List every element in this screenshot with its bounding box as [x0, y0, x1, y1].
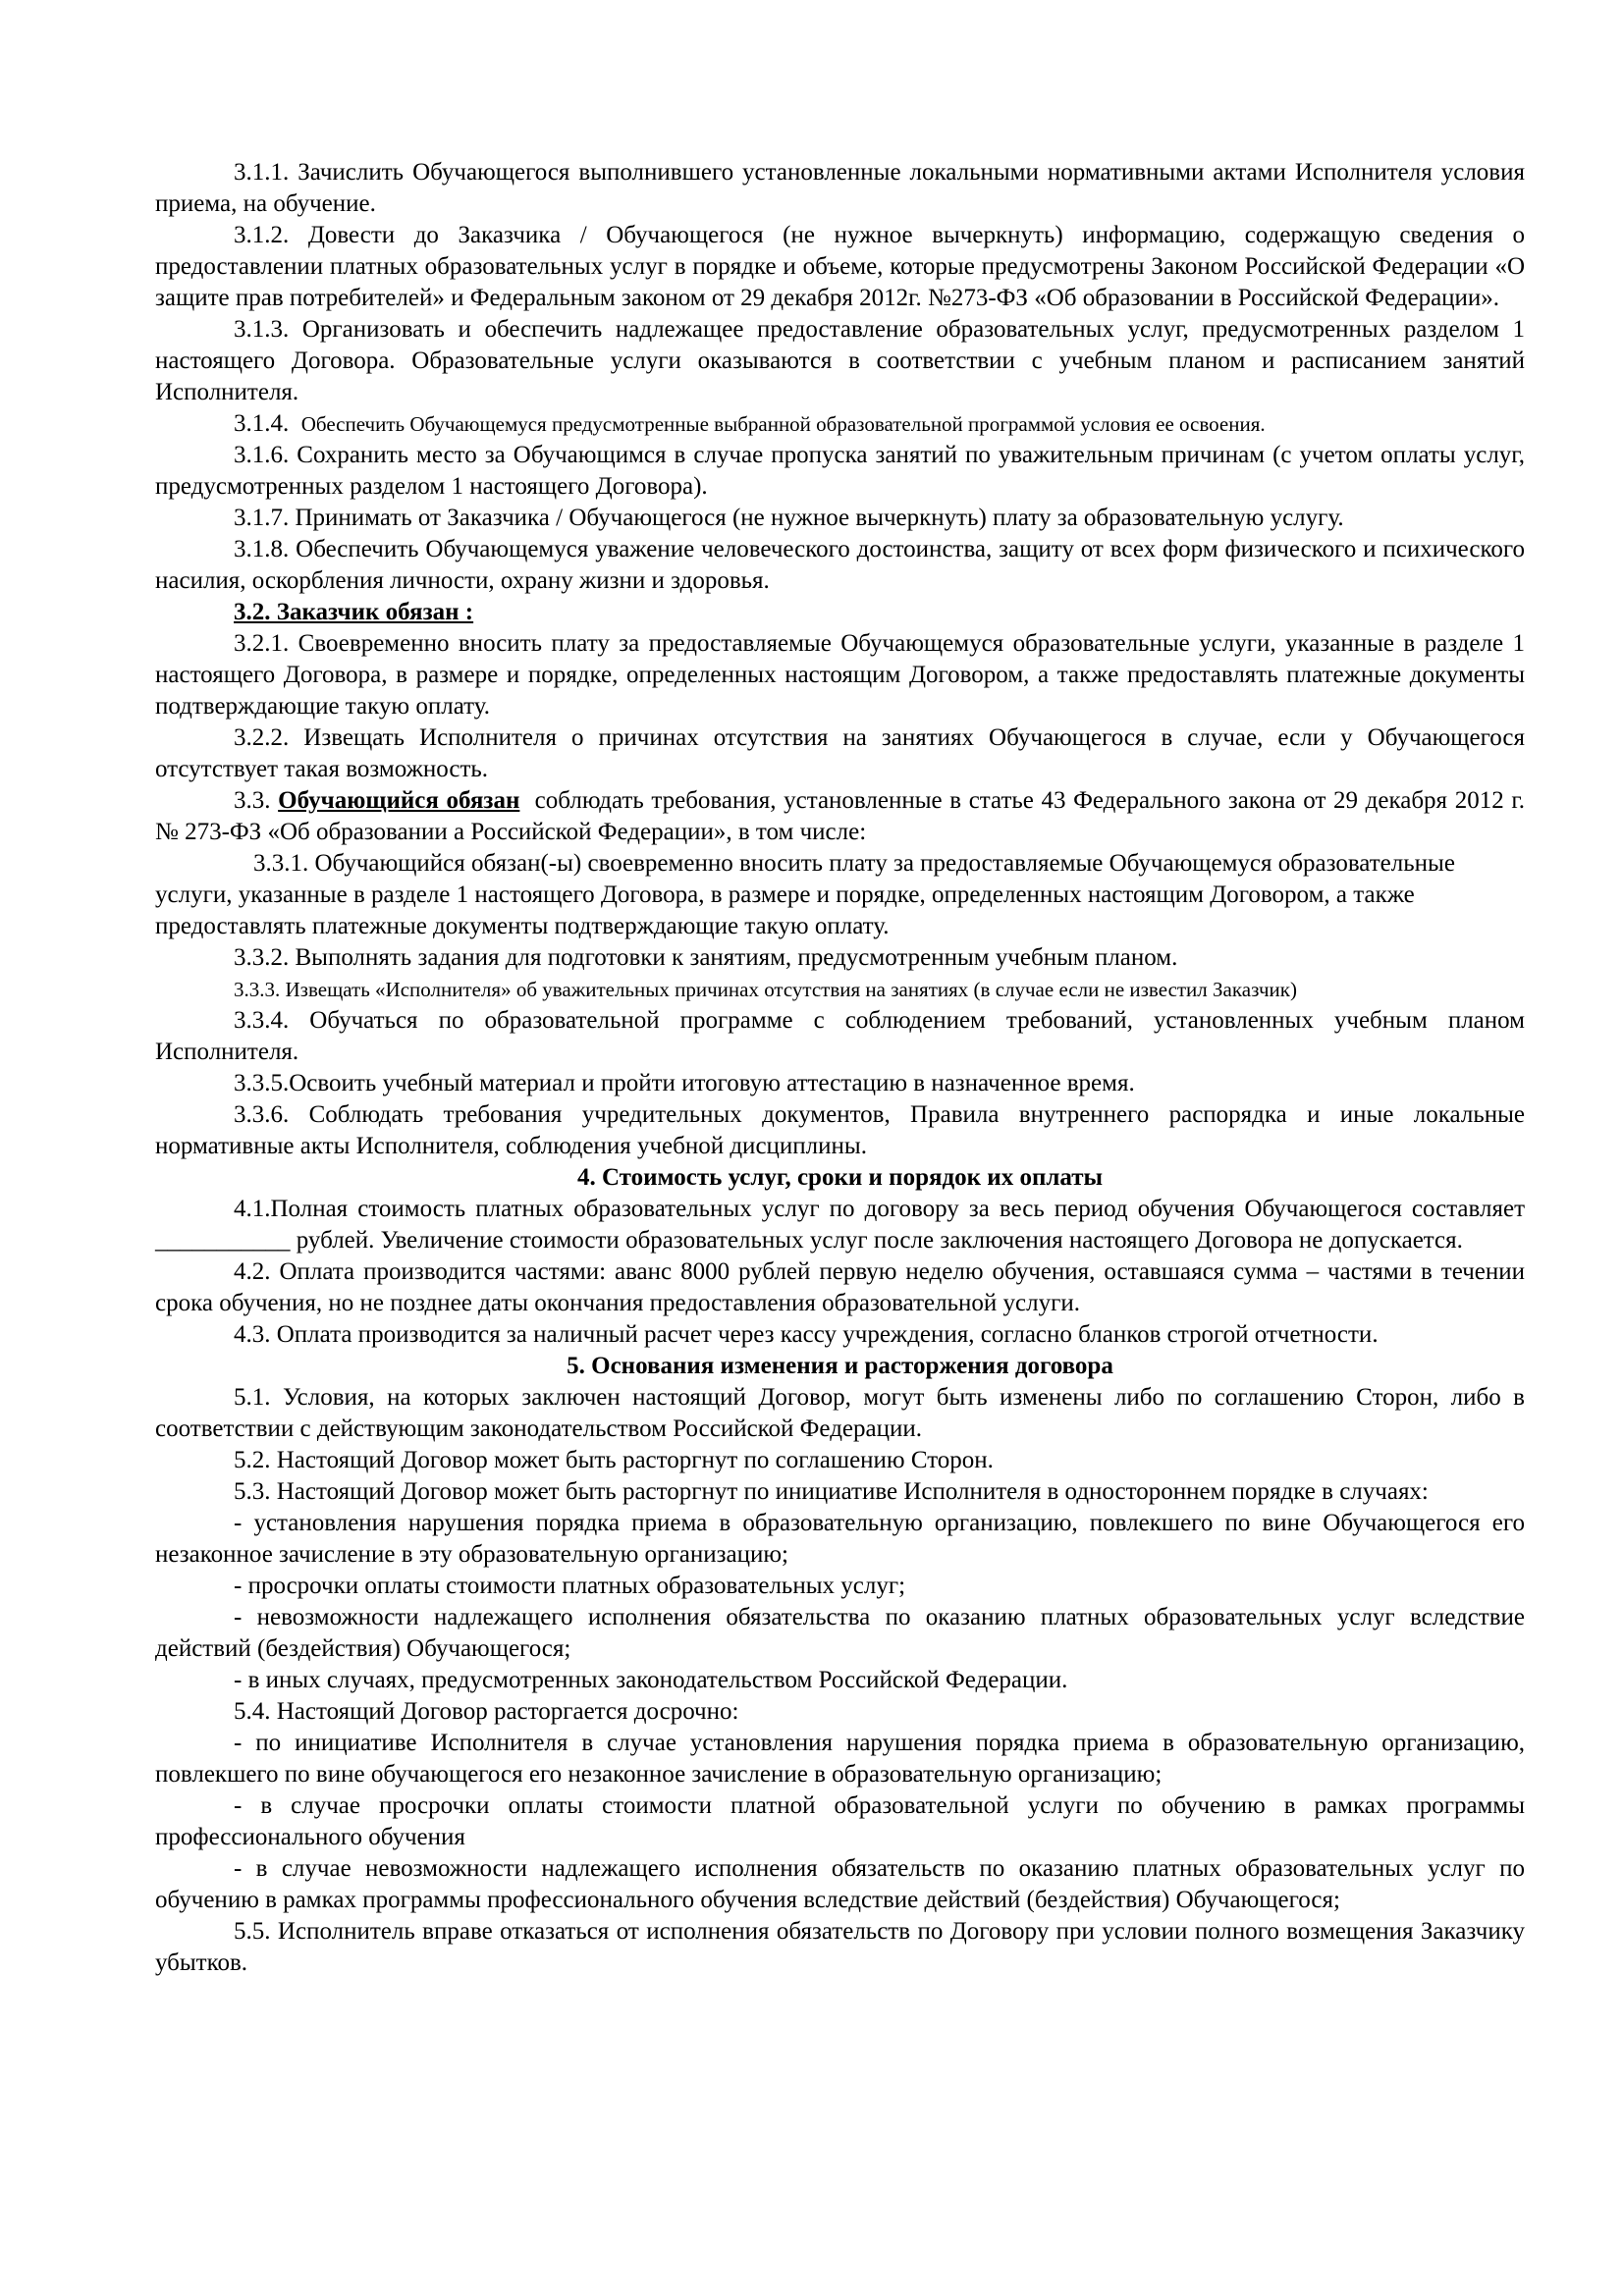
heading-3-2-customer-obliged: 3.2. Заказчик обязан : — [234, 599, 474, 625]
clause-3-1-2: 3.1.2. Довести до Заказчика / Обучающегося (не нужное вычеркнуть) информацию, содержащую сведения о предоставлении платных образовательных услуг в порядке и объеме, которые предусмотрены Законом Российской Федерации «О защите прав потребителей» и Федеральным законом от 29 декабря 2012г. №273-ФЗ «Об образовании в Российской Федерации». — [155, 222, 1525, 311]
clause-5-4-item-a: - по инициативе Исполнителя в случае установления нарушения порядка приема в образовательную организацию, повлекшего по вине обучающегося его незаконное зачисление в образовательную организацию; — [155, 1730, 1525, 1788]
clause-3-1-8: 3.1.8. Обеспечить Обучающемуся уважение человеческого достоинства, защиту от всех форм физического и психического насилия, оскорбления личности, охрану жизни и здоровья. — [155, 536, 1525, 594]
section-4-heading: 4. Стоимость услуг, сроки и порядок их оплаты — [576, 1164, 1104, 1191]
clause-5-1: 5.1. Условия, на которых заключен настоящий Договор, могут быть изменены либо по соглашению Сторон, либо в соответствии с действующим законодательством Российской Федерации. — [155, 1384, 1525, 1442]
clause-4-2: 4.2. Оплата производится частями: аванс 8000 рублей первую неделю обучения, оставшаяся сумма – частями в течении срока обучения, но не позднее даты окончания предоставления образовательной услуги. — [155, 1258, 1525, 1316]
clause-5-3: 5.3. Настоящий Договор может быть расторгнут по инициативе Исполнителя в одностороннем порядке в случаях: — [234, 1478, 1429, 1505]
clause-5-2: 5.2. Настоящий Договор может быть расторгнут по соглашению Сторон. — [234, 1447, 994, 1473]
section-5-heading: 5. Основания изменения и расторжения договора — [567, 1353, 1113, 1379]
clause-5-3-item-a: - установления нарушения порядка приема в образовательную организацию, повлекшего по вине Обучающегося его незаконное зачисление в эту образовательную организацию; — [155, 1510, 1525, 1568]
clause-3-1-4-text: Обеспечить Обучающемуся предусмотренные выбранной образовательной программой условия ее освоения. — [300, 412, 1266, 436]
clause-3-3-6: 3.3.6. Соблюдать требования учредительных документов, Правила внутреннего распорядка и иные локальные нормативные акты Исполнителя, соблюдения учебной дисциплины. — [155, 1101, 1525, 1159]
clause-3-1-4 — [155, 408, 1525, 440]
clause-3-3-text: соблюдать требования, установленные в статье 43 Федерального закона от 29 декабря 2012 г. № 273-ФЗ «Об образовании а Российской Федерации», в том числе: — [155, 787, 1526, 845]
clause-5-4-item-b: - в случае просрочки оплаты стоимости платной образовательной услуги по обучению в рамках программы профессионального обучения — [155, 1792, 1525, 1850]
clause-3-1-6: 3.1.6. Сохранить место за Обучающимся в случае пропуска занятий по уважительным причинам (с учетом оплаты услуг, предусмотренных разделом 1 настоящего Договора). — [155, 442, 1525, 500]
clause-5-4-item-c: - в случае невозможности надлежащего исполнения обязательств по оказанию платных образовательных услуг по обучению в рамках программы профессионального обучения вследствие действий (бездействия) Обучающегося; — [155, 1855, 1525, 1913]
clause-3-1-3: 3.1.3. Организовать и обеспечить надлежащее предоставление образовательных услуг, предусмотренных разделом 1 настоящего Договора. Образовательные услуги оказываются в соответствии с учебным планом и расписанием занятий Исполнителя. — [155, 316, 1525, 405]
clause-3-3-student-obliged: Обучающийся обязан — [278, 787, 520, 814]
clause-5-3-item-d: - в иных случаях, предусмотренных законодательством Российской Федерации. — [234, 1667, 1068, 1693]
clause-3-3 — [155, 785, 1525, 848]
clause-3-3-5: 3.3.5.Освоить учебный материал и пройти итоговую аттестацию в назначенное время. — [234, 1070, 1135, 1096]
clause-5-5: 5.5. Исполнитель вправе отказаться от исполнения обязательств по Договору при условии полного возмещения Заказчику убытков. — [155, 1918, 1525, 1976]
clause-5-3-item-b: - просрочки оплаты стоимости платных образовательных услуг; — [234, 1573, 906, 1599]
clause-3-3-1: 3.3.1. Обучающийся обязан(-ы) своевременно вносить плату за предоставляемые Обучающемуся образовательные услуги, указанные в разделе 1 настоящего Договора, в размере и порядке, определенных настоящим Договором, а также предоставлять платежные документы подтверждающие такую оплату. — [155, 850, 1455, 939]
clause-4-1: 4.1.Полная стоимость платных образовательных услуг по договору за весь период обучения Обучающегося составляет ___________ рублей. Увеличение стоимости образовательных услуг после заключения настоящего Договора не допускается. — [155, 1196, 1525, 1254]
clause-3-1-4-number: 3.1.4. — [234, 410, 290, 437]
clause-5-4: 5.4. Настоящий Договор расторгается досрочно: — [234, 1698, 739, 1725]
clause-3-2-1: 3.2.1. Своевременно вносить плату за предоставляемые Обучающемуся образовательные услуги, указанные в разделе 1 настоящего Договора, в размере и порядке, определенных настоящим Договором, а также предоставлять платежные документы подтверждающие такую оплату. — [155, 630, 1525, 720]
clause-3-3-4: 3.3.4. Обучаться по образовательной программе с соблюдением требований, установленных учебным планом Исполнителя. — [155, 1007, 1525, 1065]
clause-4-3: 4.3. Оплата производится за наличный расчет через кассу учреждения, согласно бланков строгой отчетности. — [234, 1321, 1379, 1348]
clause-3-1-1: 3.1.1. Зачислить Обучающегося выполнившего установленные локальными нормативными актами Исполнителя условия приема, на обучение. — [155, 159, 1525, 217]
clause-3-2-2: 3.2.2. Извещать Исполнителя о причинах отсутствия на занятиях Обучающегося в случае, если у Обучающегося отсутствует такая возможность. — [155, 724, 1525, 782]
clause-3-3-number: 3.3. — [234, 787, 271, 814]
clause-5-3-item-c: - невозможности надлежащего исполнения обязательства по оказанию платных образовательных услуг вследствие действий (бездействия) Обучающегося; — [155, 1604, 1525, 1662]
clause-3-3-2: 3.3.2. Выполнять задания для подготовки к занятиям, предусмотренным учебным планом. — [234, 944, 1178, 971]
clause-3-1-7: 3.1.7. Принимать от Заказчика / Обучающегося (не нужное вычеркнуть) плату за образовательную услугу. — [234, 505, 1344, 531]
clause-3-3-3: 3.3.3. Извещать «Исполнителя» об уважительных причинах отсутствия на занятиях (в случае если не известил Заказчик) — [234, 978, 1297, 1001]
